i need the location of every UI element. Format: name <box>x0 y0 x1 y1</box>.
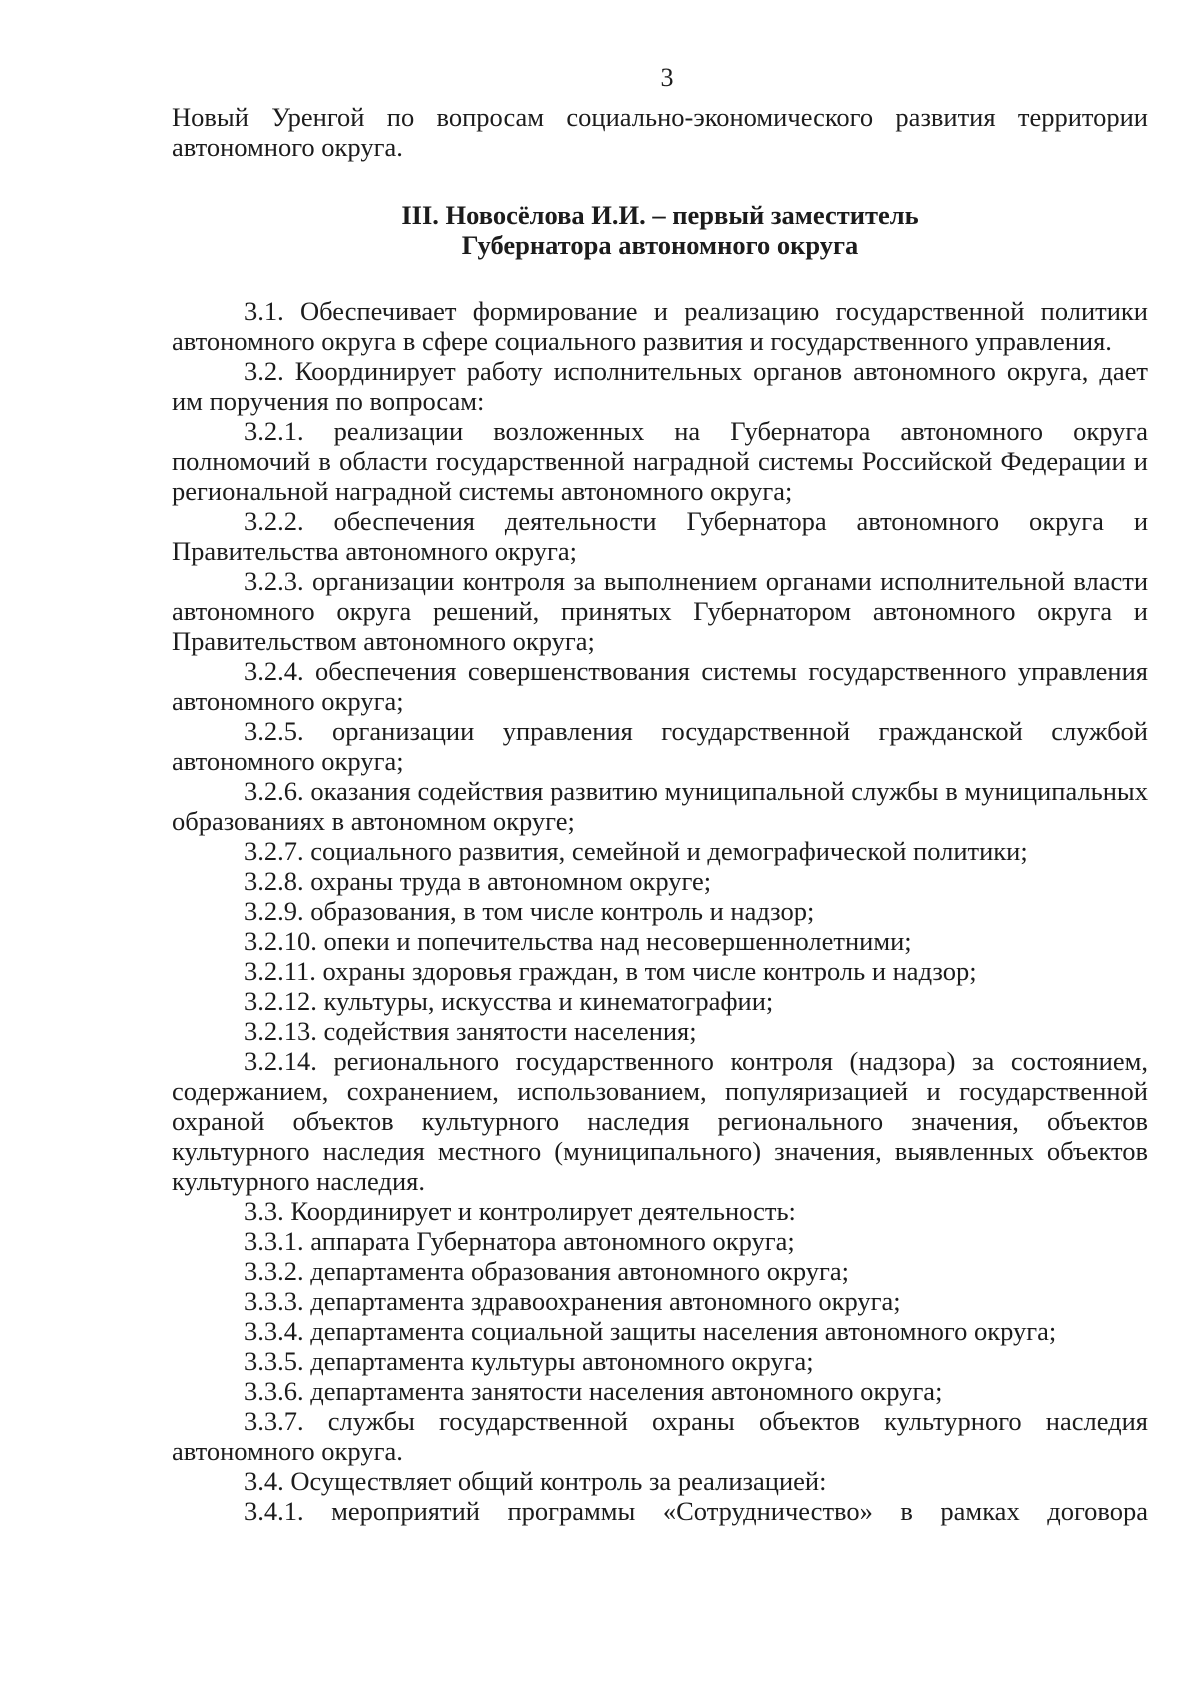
paragraph-3-2-7: 3.2.7. социального развития, семейной и демографической политики; <box>244 836 1028 866</box>
paragraph-3-2-6: 3.2.6. оказания содействия развитию муниципальной службы в муниципальных образованиях в автономном округе; <box>172 776 1148 836</box>
paragraph-3-2-8: 3.2.8. охраны труда в автономном округе; <box>244 866 712 896</box>
paragraph-3-2-5: 3.2.5. организации управления государственной гражданской службой автономного округа; <box>172 716 1148 776</box>
paragraph-3-2-2: 3.2.2. обеспечения деятельности Губернатора автономного округа и Правительства автономного округа; <box>172 506 1148 566</box>
section-heading <box>172 200 1148 260</box>
document-page <box>172 60 1148 1526</box>
paragraph-3-2-14: 3.2.14. регионального государственного контроля (надзора) за состоянием, содержанием, сохранением, использованием, популяризацией и государственной охраной объектов культурного наследия регионального значения, объектов культурного наследия местного (муниципального) значения, выявленных объектов культурного наследия. <box>172 1046 1148 1196</box>
paragraph-3-2-4: 3.2.4. обеспечения совершенствования системы государственного управления автономного округа; <box>172 656 1148 716</box>
paragraph-3-3-2: 3.3.2. департамента образования автономного округа; <box>244 1256 849 1286</box>
paragraph-3-2-13: 3.2.13. содействия занятости населения; <box>244 1016 697 1046</box>
paragraph-3-4: 3.4. Осуществляет общий контроль за реализацией: <box>244 1466 827 1496</box>
section-heading-line-1: III. Новосёлова И.И. – первый заместитель <box>401 200 919 230</box>
paragraph-3-3-7: 3.3.7. службы государственной охраны объектов культурного наследия автономного округа. <box>172 1406 1148 1466</box>
paragraph-3-3: 3.3. Координирует и контролирует деятельность: <box>244 1196 796 1226</box>
paragraph-3-1: 3.1. Обеспечивает формирование и реализацию государственной политики автономного округа в сфере социального развития и государственного управления. <box>172 296 1148 356</box>
paragraph-3-4-1: 3.4.1. мероприятий программы «Сотрудничество» в рамках договора <box>244 1496 1148 1526</box>
paragraph-3-2-3: 3.2.3. организации контроля за выполнением органами исполнительной власти автономного округа решений, принятых Губернатором автономного округа и Правительством автономного округа; <box>172 566 1148 656</box>
paragraph-3-2: 3.2. Координирует работу исполнительных органов автономного округа, дает им поручения по вопросам: <box>172 356 1148 416</box>
paragraph-3-2-12: 3.2.12. культуры, искусства и кинематографии; <box>244 986 774 1016</box>
page-number: 3 <box>660 63 674 92</box>
paragraph-3-3-1: 3.3.1. аппарата Губернатора автономного округа; <box>244 1226 795 1256</box>
paragraph-3-2-10: 3.2.10. опеки и попечительства над несовершеннолетними; <box>244 926 912 956</box>
section-heading-line-2: Губернатора автономного округа <box>461 230 859 260</box>
paragraph-3-2-9: 3.2.9. образования, в том числе контроль и надзор; <box>244 896 815 926</box>
paragraph-3-3-5: 3.3.5. департамента культуры автономного округа; <box>244 1346 814 1376</box>
paragraph-3-2-11: 3.2.11. охраны здоровья граждан, в том числе контроль и надзор; <box>244 956 977 986</box>
paragraph-3-3-6: 3.3.6. департамента занятости населения автономного округа; <box>244 1376 943 1406</box>
paragraph-3-3-3: 3.3.3. департамента здравоохранения автономного округа; <box>244 1286 901 1316</box>
intro-paragraph: Новый Уренгой по вопросам социально-экономического развития территории автономного округа. <box>172 102 1148 162</box>
paragraph-3-2-1: 3.2.1. реализации возложенных на Губернатора автономного округа полномочий в области государственной наградной системы Российской Федерации и региональной наградной системы автономного округа; <box>172 416 1148 506</box>
paragraph-3-3-4: 3.3.4. департамента социальной защиты населения автономного округа; <box>244 1316 1057 1346</box>
